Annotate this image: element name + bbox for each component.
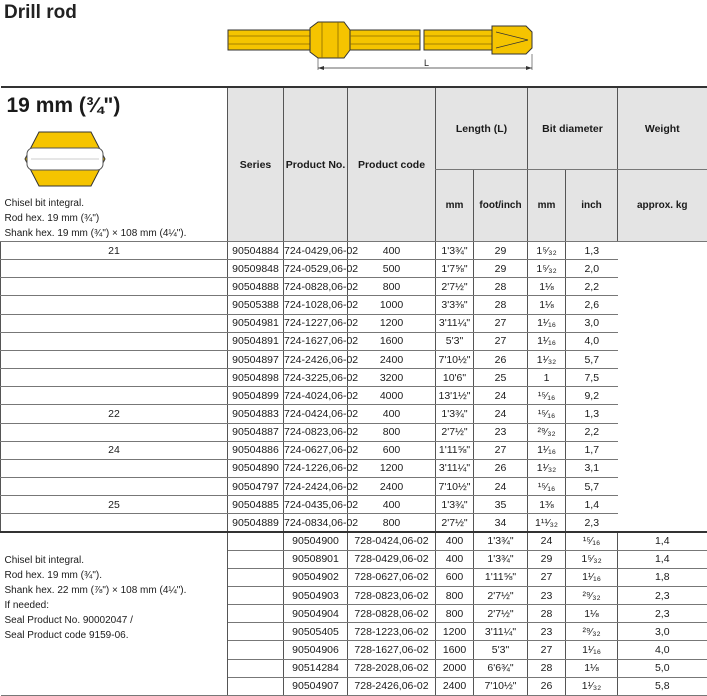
cell-length-ft: 2'7½" <box>436 278 474 296</box>
desc-line: Seal Product No. 90002047 / <box>4 615 133 627</box>
cell-bit-inch: 1¹⁄₃₂ <box>528 459 566 477</box>
cell-length-mm: 1200 <box>436 623 474 641</box>
cross-section-icon <box>1 120 228 196</box>
cell-bit-inch: ¹⁵⁄₁₆ <box>566 532 618 550</box>
cell-product-code: 728-0823,06-02 <box>348 587 436 605</box>
col-product-code: Product code <box>348 87 436 242</box>
col-bit-inch: inch <box>566 170 618 242</box>
cell-bit-mm: 26 <box>528 677 566 695</box>
cell-product-code: 728-0429,06-02 <box>348 550 436 568</box>
section1-description <box>1 196 228 241</box>
cell-bit-mm: 28 <box>528 605 566 623</box>
cell-length-ft: 7'10½" <box>474 677 528 695</box>
cell-bit-mm: 27 <box>528 641 566 659</box>
cell-product-code: 724-0834,06-02 <box>284 514 348 532</box>
desc-line: Rod hex. 19 mm (¾"). <box>4 570 102 582</box>
cell-bit-inch: 1¹⁄₁₆ <box>566 568 618 586</box>
cell-product-code: 724-0627,06-02 <box>284 441 348 459</box>
cell-product-no: 90504887 <box>228 423 284 441</box>
col-bit-mm: mm <box>528 170 566 242</box>
cell-product-no: 90504890 <box>228 459 284 477</box>
cell-weight: 5,8 <box>618 677 707 695</box>
cell-series <box>1 314 228 332</box>
col-product-no: Product No. <box>284 87 348 242</box>
col-length-ft: foot/inch <box>474 170 528 242</box>
cell-length-ft: 2'7½" <box>436 514 474 532</box>
cell-series <box>228 550 284 568</box>
cell-product-code: 724-1028,06-02 <box>284 296 348 314</box>
cell-product-code: 728-0424,06-02 <box>348 532 436 550</box>
cell-length-ft: 3'11¼" <box>474 623 528 641</box>
cell-length-ft: 1'3¾" <box>474 532 528 550</box>
cell-series: 24 <box>1 441 228 459</box>
cell-weight: 3,0 <box>566 314 618 332</box>
cell-length-mm: 2400 <box>348 478 436 496</box>
cell-series <box>1 478 228 496</box>
cell-bit-mm: 27 <box>528 568 566 586</box>
cell-bit-inch: 1¹¹⁄₃₂ <box>528 514 566 532</box>
cell-length-mm: 500 <box>348 260 436 278</box>
cell-product-code: 728-2028,06-02 <box>348 659 436 677</box>
cell-length-ft: 1'3¾" <box>436 496 474 514</box>
desc-line: Chisel bit integral. <box>4 555 84 567</box>
cell-series <box>228 677 284 695</box>
cell-series: 22 <box>1 405 228 423</box>
cell-bit-mm: 26 <box>474 459 528 477</box>
cell-length-mm: 2400 <box>348 350 436 368</box>
cell-bit-inch: 1⅜ <box>528 496 566 514</box>
cell-product-code: 724-2426,06-02 <box>284 350 348 368</box>
cell-series <box>228 605 284 623</box>
cell-length-mm: 600 <box>348 441 436 459</box>
cell-series <box>1 260 228 278</box>
cell-weight: 2,3 <box>618 587 707 605</box>
cell-length-ft: 2'7½" <box>474 587 528 605</box>
cell-product-code: 724-0529,06-02 <box>284 260 348 278</box>
cell-length-mm: 800 <box>348 278 436 296</box>
cell-series <box>1 278 228 296</box>
cell-bit-mm: 29 <box>474 242 528 260</box>
cell-bit-inch: 1¹⁄₁₆ <box>566 641 618 659</box>
cell-product-code: 728-0627,06-02 <box>348 568 436 586</box>
table-row <box>1 278 707 296</box>
table-row <box>1 369 707 387</box>
table-row <box>1 242 707 260</box>
cell-product-no: 90504884 <box>228 242 284 260</box>
cell-product-no: 90504889 <box>228 514 284 532</box>
cell-length-mm: 1000 <box>348 296 436 314</box>
cell-length-ft: 1'7⅝" <box>436 260 474 278</box>
cell-length-ft: 13'1½" <box>436 387 474 405</box>
cell-product-code: 724-3225,06-02 <box>284 369 348 387</box>
cell-product-code: 724-1227,06-02 <box>284 314 348 332</box>
cell-weight: 2,0 <box>566 260 618 278</box>
cell-weight: 7,5 <box>566 369 618 387</box>
cell-length-ft: 6'6¾" <box>474 659 528 677</box>
cell-length-mm: 400 <box>348 496 436 514</box>
table-row <box>1 514 707 532</box>
cell-bit-inch: 1 <box>528 369 566 387</box>
cell-product-code: 724-0424,06-02 <box>284 405 348 423</box>
cell-bit-inch: 1¹⁄₃₂ <box>528 350 566 368</box>
cell-bit-mm: 27 <box>474 332 528 350</box>
cell-weight: 2,3 <box>566 514 618 532</box>
cell-series <box>228 532 284 550</box>
cell-length-mm: 800 <box>348 514 436 532</box>
cell-weight: 4,0 <box>618 641 707 659</box>
cell-length-mm: 800 <box>348 423 436 441</box>
cell-weight: 2,2 <box>566 423 618 441</box>
table-row <box>1 350 707 368</box>
cell-product-no: 90504902 <box>284 568 348 586</box>
cell-bit-inch: 1⁵⁄₃₂ <box>566 550 618 568</box>
table-row <box>1 423 707 441</box>
cell-weight: 5,0 <box>618 659 707 677</box>
cell-product-no: 90508901 <box>284 550 348 568</box>
cell-bit-inch: 1⁵⁄₃₂ <box>528 260 566 278</box>
table-row <box>1 260 707 278</box>
cell-product-no: 90504885 <box>228 496 284 514</box>
cell-product-no: 90504888 <box>228 278 284 296</box>
cell-bit-mm: 27 <box>474 314 528 332</box>
table-row <box>1 296 707 314</box>
cell-product-no: 90509848 <box>228 260 284 278</box>
cell-length-mm: 400 <box>436 550 474 568</box>
cell-length-ft: 3'11¼" <box>436 314 474 332</box>
cell-bit-mm: 28 <box>474 278 528 296</box>
desc-line: Seal Product code 9159-06. <box>4 630 129 642</box>
cell-bit-mm: 28 <box>528 659 566 677</box>
cell-series <box>1 296 228 314</box>
cell-product-code: 724-0823,06-02 <box>284 423 348 441</box>
cell-weight: 1,3 <box>566 405 618 423</box>
desc-line: If needed: <box>4 600 49 612</box>
cell-bit-inch: ²⁹⁄₃₂ <box>528 423 566 441</box>
cell-length-ft: 5'3" <box>474 641 528 659</box>
drill-rod-drawing <box>226 14 536 70</box>
desc-line: Shank hex. 19 mm (¾") × 108 mm (4¼"). <box>4 228 187 239</box>
cell-length-mm: 3200 <box>348 369 436 387</box>
cell-product-code: 728-0828,06-02 <box>348 605 436 623</box>
cell-bit-mm: 24 <box>474 478 528 496</box>
cell-series: 21 <box>1 242 228 260</box>
cell-length-ft: 1'3¾" <box>436 242 474 260</box>
cell-product-code: 724-1627,06-02 <box>284 332 348 350</box>
cell-series <box>1 332 228 350</box>
cell-product-no: 90504797 <box>228 478 284 496</box>
cell-product-no: 90504898 <box>228 369 284 387</box>
table-row <box>1 405 707 423</box>
table-row <box>1 332 707 350</box>
cell-bit-inch: ¹⁵⁄₁₆ <box>528 478 566 496</box>
cell-bit-mm: 35 <box>474 496 528 514</box>
cell-product-no: 90505388 <box>228 296 284 314</box>
cell-bit-inch: 1⅛ <box>566 605 618 623</box>
cell-length-mm: 600 <box>436 568 474 586</box>
cell-length-mm: 1600 <box>436 641 474 659</box>
cell-bit-inch: 1⁵⁄₃₂ <box>528 242 566 260</box>
cell-product-code: 724-2424,06-02 <box>284 478 348 496</box>
section2-info <box>1 532 228 695</box>
cell-length-ft: 2'7½" <box>436 423 474 441</box>
cell-length-ft: 1'3¾" <box>474 550 528 568</box>
cell-product-code: 724-1226,06-02 <box>284 459 348 477</box>
cell-product-no: 90504906 <box>284 641 348 659</box>
cell-length-mm: 400 <box>348 242 436 260</box>
cell-weight: 1,4 <box>618 532 707 550</box>
cell-weight: 1,8 <box>618 568 707 586</box>
cell-product-code: 724-0435,06-02 <box>284 496 348 514</box>
cell-product-no: 90504886 <box>228 441 284 459</box>
cell-series <box>1 387 228 405</box>
cell-weight: 5,7 <box>566 350 618 368</box>
cell-length-ft: 1'11⅝" <box>436 441 474 459</box>
cell-length-ft: 10'6" <box>436 369 474 387</box>
col-length: Length (L) <box>436 87 528 170</box>
cell-weight: 5,7 <box>566 478 618 496</box>
cell-bit-inch: 1¹⁄₁₆ <box>528 441 566 459</box>
cell-weight: 1,7 <box>566 441 618 459</box>
cell-bit-mm: 26 <box>474 350 528 368</box>
desc-line: Chisel bit integral. <box>4 198 84 209</box>
cell-product-no: 90504900 <box>284 532 348 550</box>
cell-bit-mm: 25 <box>474 369 528 387</box>
cell-weight: 2,2 <box>566 278 618 296</box>
cell-bit-mm: 24 <box>528 532 566 550</box>
cell-length-ft: 7'10½" <box>436 350 474 368</box>
cell-bit-inch: ²⁹⁄₃₂ <box>566 623 618 641</box>
size-heading: 19 mm (¾") <box>1 88 228 120</box>
section2-description <box>1 533 228 643</box>
desc-line: Shank hex. 22 mm (⅞") × 108 mm (4¼"). <box>4 585 187 597</box>
cell-product-code: 724-0429,06-02 <box>284 242 348 260</box>
cell-product-code: 724-4024,06-02 <box>284 387 348 405</box>
cell-series <box>228 659 284 677</box>
cell-bit-mm: 27 <box>474 441 528 459</box>
cell-length-mm: 1600 <box>348 332 436 350</box>
cell-bit-mm: 28 <box>474 296 528 314</box>
cell-bit-inch: 1¹⁄₃₂ <box>566 677 618 695</box>
section1-info <box>1 87 228 242</box>
cell-length-mm: 4000 <box>348 387 436 405</box>
cell-weight: 3,1 <box>566 459 618 477</box>
drill-rod-table <box>0 86 707 696</box>
cell-length-ft: 3'3⅜" <box>436 296 474 314</box>
cell-weight: 1,3 <box>566 242 618 260</box>
cell-length-mm: 1200 <box>348 459 436 477</box>
cell-product-code: 728-1627,06-02 <box>348 641 436 659</box>
cell-product-code: 724-0828,06-02 <box>284 278 348 296</box>
cell-product-no: 90504904 <box>284 605 348 623</box>
cell-length-mm: 1200 <box>348 314 436 332</box>
cell-bit-inch: 1⅛ <box>566 659 618 677</box>
cell-weight: 3,0 <box>618 623 707 641</box>
cell-product-code: 728-1223,06-02 <box>348 623 436 641</box>
table-row <box>1 459 707 477</box>
cell-length-ft: 5'3" <box>436 332 474 350</box>
table-row <box>1 387 707 405</box>
cell-bit-mm: 24 <box>474 405 528 423</box>
cell-length-ft: 1'11⅝" <box>474 568 528 586</box>
cell-length-ft: 7'10½" <box>436 478 474 496</box>
cell-weight: 4,0 <box>566 332 618 350</box>
col-bit-diameter: Bit diameter <box>528 87 618 170</box>
cell-series: 25 <box>1 496 228 514</box>
page-title: Drill rod <box>4 2 77 23</box>
cell-product-no: 90504903 <box>284 587 348 605</box>
cell-series <box>228 568 284 586</box>
cell-length-mm: 400 <box>348 405 436 423</box>
cell-weight: 2,3 <box>618 605 707 623</box>
cell-series <box>1 369 228 387</box>
cell-series <box>228 641 284 659</box>
cell-length-ft: 1'3¾" <box>436 405 474 423</box>
cell-bit-inch: ²⁹⁄₃₂ <box>566 587 618 605</box>
cell-series <box>1 350 228 368</box>
cell-bit-mm: 29 <box>474 260 528 278</box>
cell-bit-inch: 1⅛ <box>528 278 566 296</box>
cell-weight: 1,4 <box>566 496 618 514</box>
cell-series <box>1 459 228 477</box>
cell-product-no: 90504883 <box>228 405 284 423</box>
cell-product-code: 728-2426,06-02 <box>348 677 436 695</box>
table-row <box>1 496 707 514</box>
cell-weight: 1,4 <box>618 550 707 568</box>
cell-bit-mm: 23 <box>474 423 528 441</box>
cell-bit-mm: 29 <box>528 550 566 568</box>
cell-length-mm: 400 <box>436 532 474 550</box>
cell-bit-inch: 1¹⁄₁₆ <box>528 314 566 332</box>
cell-bit-inch: 1¹⁄₁₆ <box>528 332 566 350</box>
cell-bit-mm: 34 <box>474 514 528 532</box>
cell-bit-inch: ¹⁵⁄₁₆ <box>528 405 566 423</box>
cell-bit-mm: 23 <box>528 587 566 605</box>
cell-series <box>228 587 284 605</box>
cell-product-no: 90504981 <box>228 314 284 332</box>
cell-bit-inch: ¹⁵⁄₁₆ <box>528 387 566 405</box>
dimension-label: L <box>424 58 430 68</box>
cell-weight: 9,2 <box>566 387 618 405</box>
col-weight-unit: approx. kg <box>618 170 707 242</box>
cell-length-ft: 2'7½" <box>474 605 528 623</box>
cell-length-ft: 3'11¼" <box>436 459 474 477</box>
table-row <box>1 478 707 496</box>
cell-bit-mm: 24 <box>474 387 528 405</box>
cell-product-no: 90504891 <box>228 332 284 350</box>
col-series: Series <box>228 87 284 242</box>
table-row <box>1 441 707 459</box>
cell-series <box>228 623 284 641</box>
cell-bit-inch: 1⅛ <box>528 296 566 314</box>
cell-series <box>1 514 228 532</box>
desc-line: Rod hex. 19 mm (¾") <box>4 213 100 224</box>
cell-length-mm: 800 <box>436 605 474 623</box>
cell-product-no: 90514284 <box>284 659 348 677</box>
cell-length-mm: 2400 <box>436 677 474 695</box>
cell-bit-mm: 23 <box>528 623 566 641</box>
cell-product-no: 90504907 <box>284 677 348 695</box>
cell-product-no: 90504897 <box>228 350 284 368</box>
col-weight: Weight <box>618 87 707 170</box>
table-row <box>1 532 707 550</box>
cell-product-no: 90505405 <box>284 623 348 641</box>
cell-length-mm: 2000 <box>436 659 474 677</box>
cell-product-no: 90504899 <box>228 387 284 405</box>
col-length-mm: mm <box>436 170 474 242</box>
cell-weight: 2,6 <box>566 296 618 314</box>
cell-length-mm: 800 <box>436 587 474 605</box>
cell-series <box>1 423 228 441</box>
table-row <box>1 314 707 332</box>
